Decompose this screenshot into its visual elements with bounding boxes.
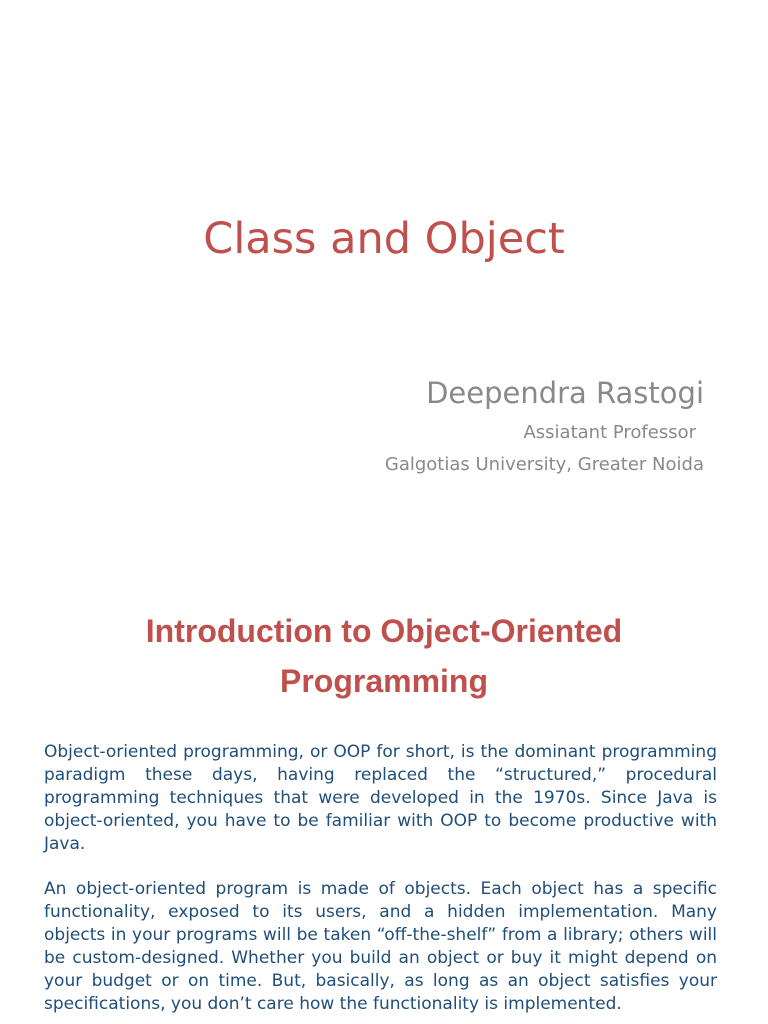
- paragraph-1: Object-oriented programming, or OOP for short, is the dominant programming paradigm these days, having replaced the “structured,” procedural programming techniques that were developed in the 1970s. Since Java is object-oriented, you have to be familiar with OOP to become productive with Java.: [44, 742, 717, 854]
- section-heading-line-1: Introduction to Object-Oriented: [145, 613, 623, 649]
- author-name: Deependra Rastogi: [426, 376, 704, 410]
- section-heading: [40, 606, 728, 706]
- body-text: [44, 741, 717, 1024]
- paragraph-2: An object-oriented program is made of objects. Each object has a specific functionality, exposed to its users, and a hidden implementation. Many objects in your programs will be taken “off-the-shelf” from a library; others will be custom-designed. Whether you build an object or buy it might depend on your budget or on time. But, basically, as long as an object satisfies your specifications, you don’t care how the functionality is implemented.: [44, 879, 717, 1014]
- section-heading-line-2: Programming: [279, 663, 489, 699]
- slide-title: Class and Object: [203, 214, 565, 264]
- author-role: Assiatant Professor: [523, 422, 696, 443]
- author-affiliation: Galgotias University, Greater Noida: [384, 454, 704, 475]
